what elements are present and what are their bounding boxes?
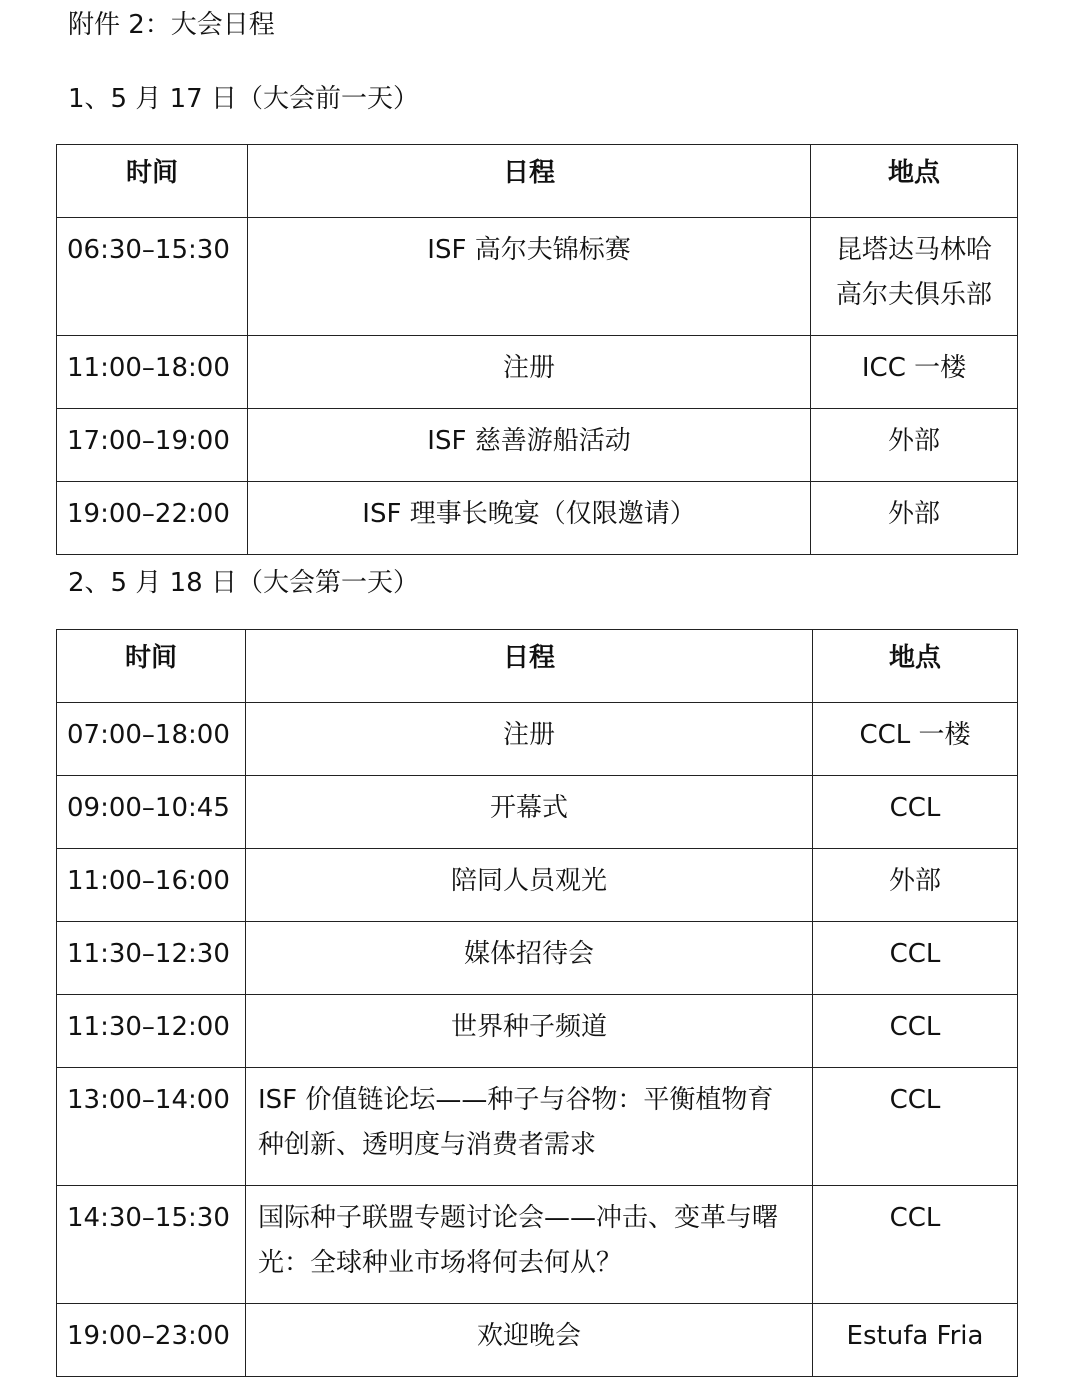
program-cell: ISF 高尔夫锦标赛 [248,218,811,336]
table-row [57,336,1018,409]
table-row [57,703,1018,776]
table-row [57,409,1018,482]
program-cell: 媒体招待会 [246,922,813,995]
program-cell: ISF 慈善游船活动 [248,409,811,482]
time-cell: 17:00–19:00 [57,409,248,482]
program-cell: 欢迎晚会 [246,1304,813,1377]
time-cell: 19:00–22:00 [57,482,248,555]
location-cell [811,218,1018,336]
location-cell: ICC 一楼 [811,336,1018,409]
location-cell: 外部 [811,482,1018,555]
time-cell: 06:30–15:30 [57,218,248,336]
section-2-title: 2、5 月 18 日（大会第一天） [68,568,419,598]
program-cell: 陪同人员观光 [246,849,813,922]
location-cell: 外部 [813,849,1018,922]
program-line: 种创新、透明度与消费者需求 [258,1130,597,1160]
location-cell: 外部 [811,409,1018,482]
location-cell: CCL 一楼 [813,703,1018,776]
location-line: 高尔夫俱乐部 [835,280,992,310]
table-row [57,482,1018,555]
header-program: 日程 [246,630,813,703]
schedule-table-day-one [56,629,1018,1377]
program-cell [246,1186,813,1304]
time-cell: 13:00–14:00 [57,1068,246,1186]
location-cell: CCL [813,1068,1018,1186]
program-cell: 注册 [248,336,811,409]
table-header-row [57,630,1018,703]
program-line: 光：全球种业市场将何去何从？ [258,1248,623,1278]
table-row [57,922,1018,995]
header-location: 地点 [813,630,1018,703]
table-row [57,1186,1018,1304]
program-cell [246,1068,813,1186]
header-time: 时间 [57,145,248,218]
table-header-row [57,145,1018,218]
location-cell: Estufa Fria [813,1304,1018,1377]
header-program: 日程 [248,145,811,218]
header-time: 时间 [57,630,246,703]
attachment-title: 附件 2：大会日程 [68,10,275,40]
header-location: 地点 [811,145,1018,218]
location-cell: CCL [813,922,1018,995]
location-line: 昆塔达马林哈 [835,235,992,265]
program-cell: 开幕式 [246,776,813,849]
program-cell: ISF 理事长晚宴（仅限邀请） [248,482,811,555]
time-cell: 19:00–23:00 [57,1304,246,1377]
program-cell: 世界种子频道 [246,995,813,1068]
program-line: ISF 价值链论坛——种子与谷物：平衡植物育 [258,1085,774,1115]
table-row [57,849,1018,922]
time-cell: 11:30–12:00 [57,995,246,1068]
schedule-table-day-before [56,144,1018,555]
time-cell: 14:30–15:30 [57,1186,246,1304]
location-cell: CCL [813,995,1018,1068]
table-row [57,995,1018,1068]
program-cell: 注册 [246,703,813,776]
table-row [57,1304,1018,1377]
time-cell: 09:00–10:45 [57,776,246,849]
table-row [57,1068,1018,1186]
time-cell: 11:30–12:30 [57,922,246,995]
location-cell: CCL [813,1186,1018,1304]
location-cell: CCL [813,776,1018,849]
table-row [57,776,1018,849]
table-row [57,218,1018,336]
section-1-title: 1、5 月 17 日（大会前一天） [68,84,419,114]
time-cell: 07:00–18:00 [57,703,246,776]
time-cell: 11:00–18:00 [57,336,248,409]
time-cell: 11:00–16:00 [57,849,246,922]
program-line: 国际种子联盟专题讨论会——冲击、变革与曙 [258,1203,779,1233]
